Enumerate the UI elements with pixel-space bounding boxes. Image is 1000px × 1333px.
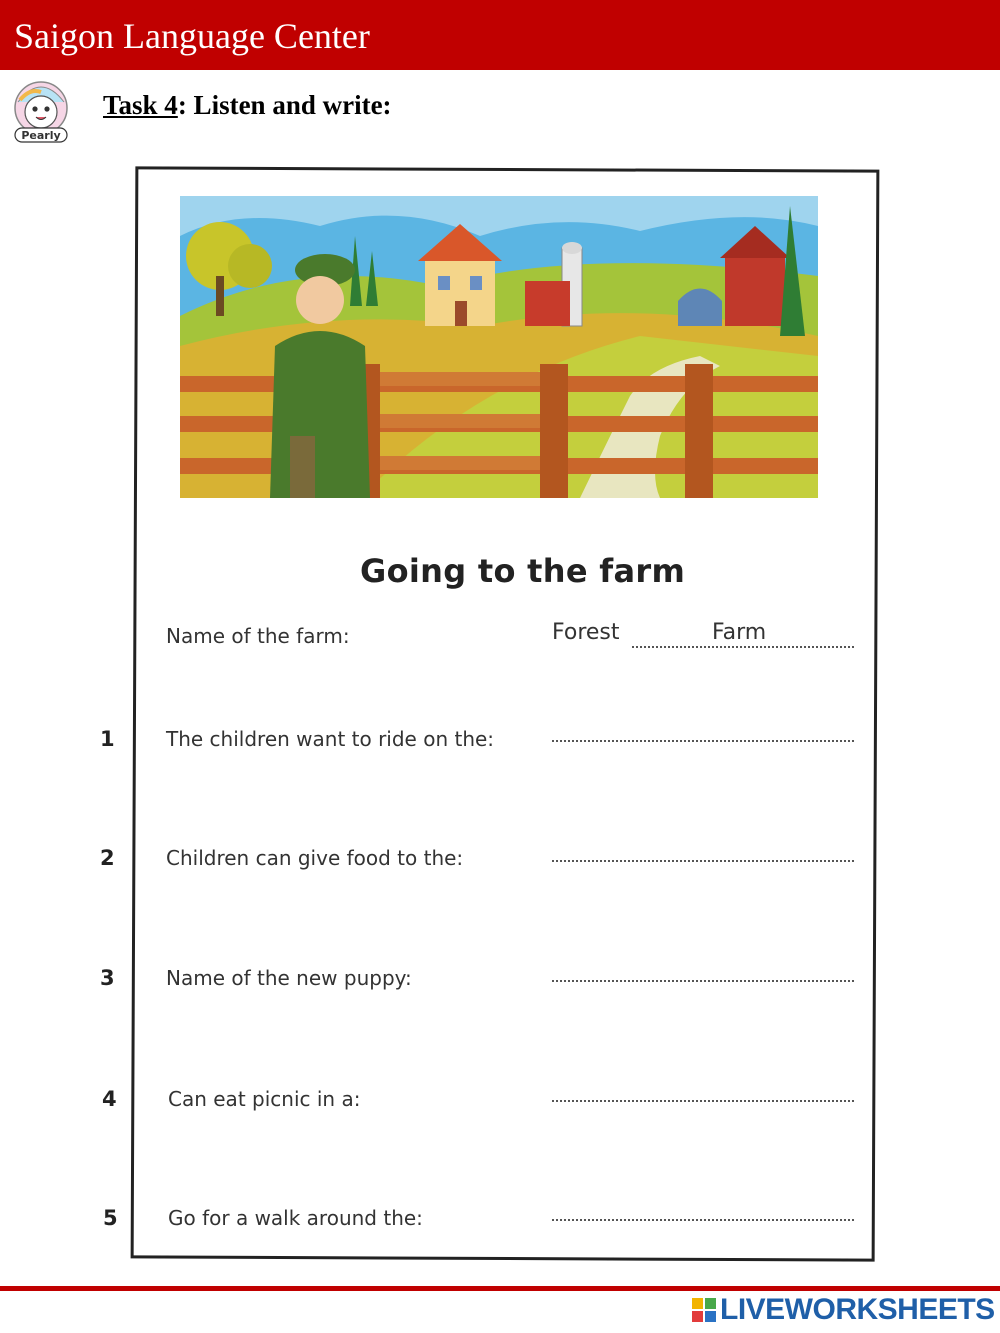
liveworksheets-logo-icon	[692, 1297, 716, 1323]
example-answer-line	[632, 646, 854, 648]
question-5-number: 5	[103, 1206, 118, 1230]
question-1-answer-field[interactable]	[552, 740, 854, 742]
worksheet-title: Going to the farm	[360, 552, 686, 590]
question-4-text: Can eat picnic in a:	[168, 1087, 361, 1111]
footer-divider	[0, 1286, 1000, 1291]
header-title: Saigon Language Center	[14, 16, 370, 56]
question-3-text: Name of the new puppy:	[166, 966, 412, 990]
footer-brand[interactable]	[692, 1292, 995, 1328]
example-label: Name of the farm:	[166, 624, 350, 648]
question-3-answer-field[interactable]	[552, 980, 854, 982]
question-2-number: 2	[100, 846, 115, 870]
question-4-number: 4	[102, 1087, 117, 1111]
question-3-number: 3	[100, 966, 115, 990]
logo-text: Pearly	[21, 129, 61, 142]
task-title	[103, 90, 392, 121]
question-5-answer-field[interactable]	[552, 1219, 854, 1221]
task-instruction: : Listen and write:	[177, 90, 392, 120]
example-answer-prefix: Forest	[552, 620, 620, 645]
pearly-mascot-icon	[6, 78, 76, 146]
question-4-answer-field[interactable]	[552, 1100, 854, 1102]
header-bar	[0, 0, 1000, 70]
task-number: Task 4	[103, 90, 178, 120]
question-5-text: Go for a walk around the:	[168, 1206, 423, 1230]
question-1-number: 1	[100, 727, 115, 751]
question-2-text: Children can give food to the:	[166, 846, 464, 870]
footer-brand-text: LIVEWORKSHEETS	[720, 1293, 995, 1326]
question-2-answer-field[interactable]	[552, 860, 854, 862]
farm-illustration	[180, 196, 818, 498]
example-answer: Farm	[712, 620, 767, 645]
question-1-text: The children want to ride on the:	[166, 727, 495, 751]
